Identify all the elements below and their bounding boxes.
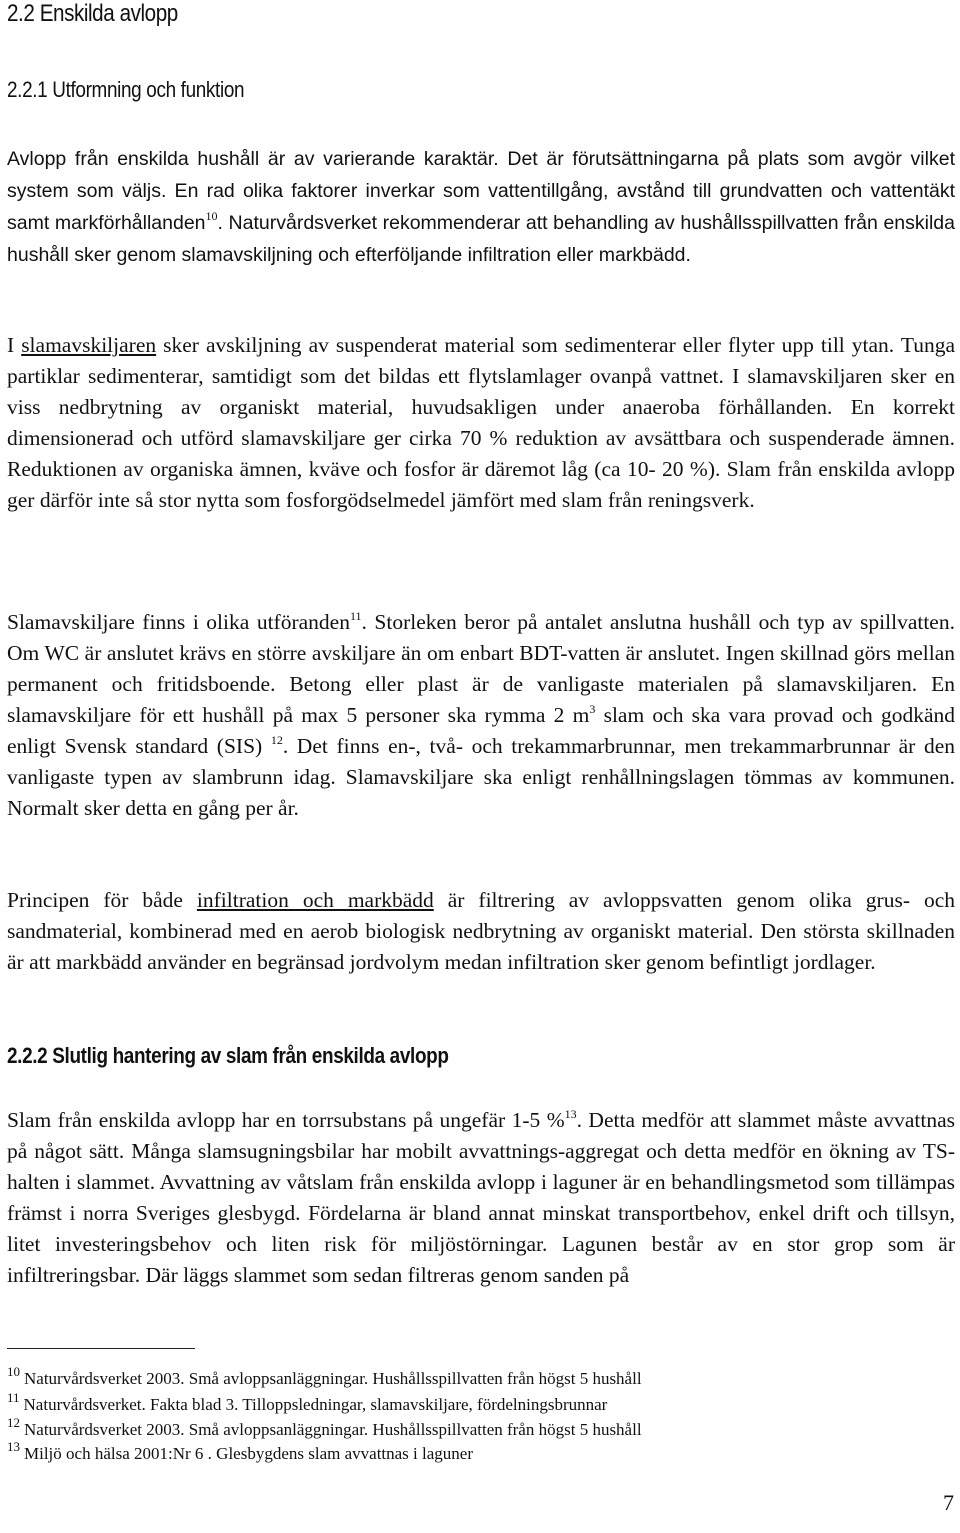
- paragraph-slamavskiljare: [7, 330, 955, 516]
- slamavskiljaren-link[interactable]: slamavskiljaren: [21, 333, 157, 357]
- paragraph-slutlig-hantering-text-a: Slam från enskilda avlopp har en torrsubstans på ungefär 1-5 %: [7, 1108, 565, 1132]
- paragraph-utforanden-text-d: . Det finns en-, två- och trekammarbrunnar, men trekammarbrunnar är den vanligaste typen av slambrunn idag. Slamavskiljare ska enligt renhållningslagen tömmas av kommunen. Normalt sker detta en gång per år.: [7, 734, 955, 820]
- paragraph-infiltration-text-a: Principen för både: [7, 888, 197, 912]
- section-heading-2-2: 2.2 Enskilda avlopp: [7, 0, 178, 27]
- paragraph-slamavskiljare-text-a: I: [7, 333, 22, 357]
- footnote-ref-13[interactable]: 13: [564, 1107, 577, 1121]
- paragraph-utforanden-text-a: Slamavskiljare finns i olika utföranden: [7, 610, 350, 634]
- footnote-ref-10[interactable]: 10: [205, 209, 218, 223]
- paragraph-utforanden-text-b: . Storleken beror på antalet anslutna hushåll och typ av spillvatten. Om WC är anslutet krävs en större avskiljare än om enbart BDT-vatten är anslutet. Ingen skillnad görs mellan permanent och fritidsboende. Betong eller plast är de vanligaste materialen på slamavskiljaren. En slamavskiljare för ett hushåll på max 5 personer ska rymma 2 m: [7, 610, 955, 727]
- paragraph-intro-text-b: . Naturvårdsverket rekommenderar att behandling av hushållsspillvatten från enskilda hushåll sker genom slamavskiljning och efterföljande infiltration eller markbädd.: [7, 212, 955, 266]
- subsection-heading-2-2-2: 2.2.2 Slutlig hantering av slam från enskilda avlopp: [7, 1043, 449, 1068]
- paragraph-slutlig-hantering: [7, 1105, 955, 1291]
- page-number: 7: [943, 1490, 954, 1515]
- footnote-number: 10: [7, 1364, 20, 1379]
- footnote-13: [7, 1435, 473, 1466]
- paragraph-utforanden: [7, 607, 955, 824]
- footnote-number: 11: [7, 1390, 20, 1405]
- footnote-text: Naturvårdsverket 2003. Små avloppsanläggningar. Hushållsspillvatten från högst 5 hushåll: [24, 1369, 642, 1388]
- footnote-divider: [7, 1348, 195, 1349]
- paragraph-intro-text-a: Avlopp från enskilda hushåll är av varierande karaktär. Det är förutsättningarna på plats som avgör vilket system som väljs. En rad olika faktorer inverkar som vattentillgång, avstånd till grundvatten och vattentäkt samt markförhållanden: [7, 148, 955, 234]
- superscript-cubic: 3: [589, 702, 596, 716]
- footnote-ref-11[interactable]: 11: [349, 609, 362, 623]
- paragraph-slutlig-hantering-text-b: . Detta medför att slammet måste avvattnas på något sätt. Många slamsugningsbilar har mobilt avvattnings-aggregat och detta medför en ökning av TS- halten i slammet. Avvattning av våtslam från enskilda avlopp i laguner är en behandlingsmetod som tillämpas främst i norra Sveriges glesbygd. Fördelarna är bland annat minskat transportbehov, enkel drift och tillsyn, litet investeringsbehov och liten risk för miljöstörningar. Lagunen består av en stor grop som är infiltreringsbar. Där läggs slammet som sedan filtreras genom sanden på: [7, 1108, 955, 1287]
- footnote-text: Naturvårdsverket. Fakta blad 3. Tilloppsledningar, slamavskiljare, fördelningsbrunnar: [23, 1395, 608, 1414]
- footnote-ref-12[interactable]: 12: [270, 733, 283, 747]
- paragraph-infiltration: [7, 885, 955, 978]
- paragraph-infiltration-text-b: är filtrering av avloppsvatten genom olika grus- och sandmaterial, kombinerad med en aerob biologisk nedbrytning av organiskt material. Den största skillnaden är att markbädd använder en begränsad jordvolym medan infiltration sker genom befintligt jordlager.: [7, 888, 955, 974]
- subsection-heading-2-2-1: 2.2.1 Utformning och funktion: [7, 77, 245, 102]
- paragraph-utforanden-text-c: slam och ska vara provad och godkänd enligt Svensk standard (SIS): [7, 703, 955, 758]
- paragraph-intro: [7, 143, 955, 271]
- paragraph-slamavskiljare-text-b: sker avskiljning av suspenderat material som sedimenterar eller flyter upp till ytan. Tunga partiklar sedimenterar, samtidigt som det bildas ett flytslamlager ovanpå vattnet. I slamavskiljaren sker en viss nedbrytning av organiskt material, huvudsakligen under anaeroba förhållanden. En korrekt dimensionerad och utförd slamavskiljare ger cirka 70 % reduktion av avsättbara och suspenderade ämnen. Reduktionen av organiska ämnen, kväve och fosfor är däremot låg (ca 10- 20 %). Slam från enskilda avlopp ger därför inte så stor nytta som fosforgödselmedel jämfört med slam från reningsverk.: [7, 333, 955, 512]
- footnote-text: Naturvårdsverket 2003. Små avloppsanläggningar. Hushållsspillvatten från högst 5 hushåll: [24, 1420, 642, 1439]
- footnote-number: 13: [7, 1439, 20, 1454]
- footnote-number: 12: [7, 1415, 20, 1430]
- footnote-text: Miljö och hälsa 2001:Nr 6 . Glesbygdens slam avvattnas i laguner: [24, 1444, 473, 1463]
- infiltration-markbadd-link[interactable]: infiltration och markbädd: [196, 888, 434, 912]
